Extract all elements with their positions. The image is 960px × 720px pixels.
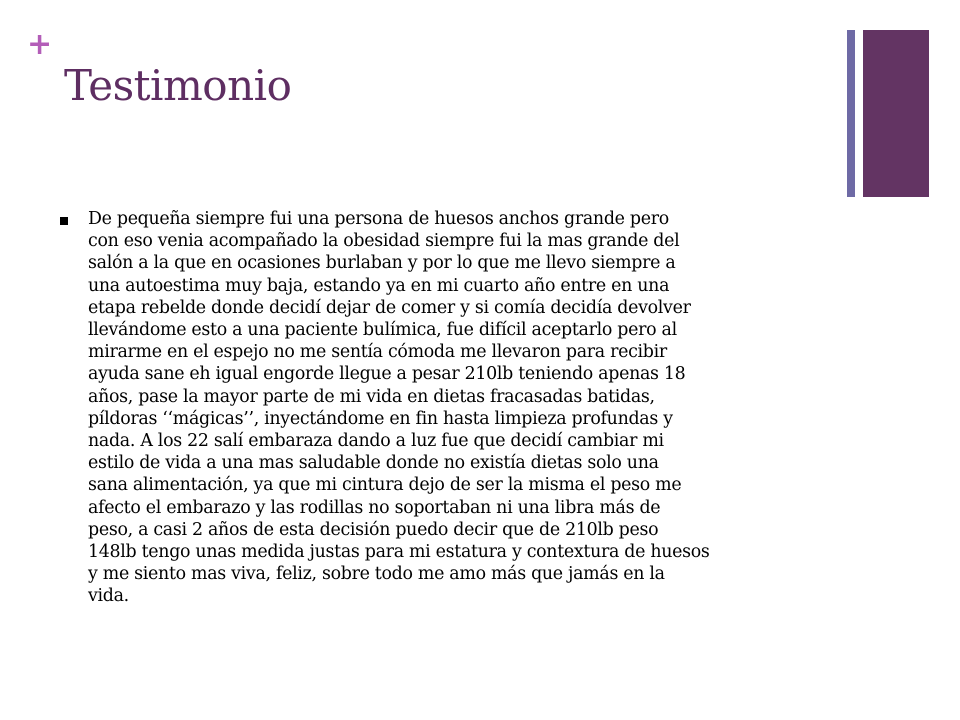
plus-accent-icon: +	[27, 27, 53, 62]
slide-title: Testimonio	[64, 61, 292, 110]
decorative-bar-thick	[863, 30, 929, 197]
testimony-text: De pequeña siempre fui una persona de huesos anchos grande pero con eso venia acompañado la obesidad siempre fui la mas grande del salón a la que en ocasiones burlaban y por lo que me llevo siempre a una autoestima muy baja, estando ya en mi cuarto año entre en una etapa rebelde donde decidí dejar de comer y si comía decidía devolver llevándome esto a una paciente bulímica, fue difícil aceptarlo pero al mirarme en el espejo no me sentía cómoda me llevaron para recibir ayuda sane eh igual engorde llegue a pesar 210lb teniendo apenas 18 años, pase la mayor parte de mi vida en dietas fracasadas batidas, píldoras ‘‘mágicas’’, inyectándome en fin hasta limpieza profundas y nada. A los 22 salí embaraza dando a luz fue que decidí cambiar mi estilo de vida a una mas saludable donde no existía dietas solo una sana alimentación, ya que mi cintura dejo de ser la misma el peso me afecto el embarazo y las rodillas no soportaban ni una libra más de peso, a casi 2 años de esta decisión puedo decir que de 210lb peso 148lb tengo unas medida justas para mi estatura y contextura de huesos y me siento mas viva, feliz, sobre todo me amo más que jamás en la vida.	[88, 209, 710, 607]
testimony-bullet	[60, 208, 850, 608]
decorative-bar-thin	[847, 30, 855, 197]
square-bullet-icon	[60, 217, 68, 225]
slide-content	[60, 208, 850, 608]
